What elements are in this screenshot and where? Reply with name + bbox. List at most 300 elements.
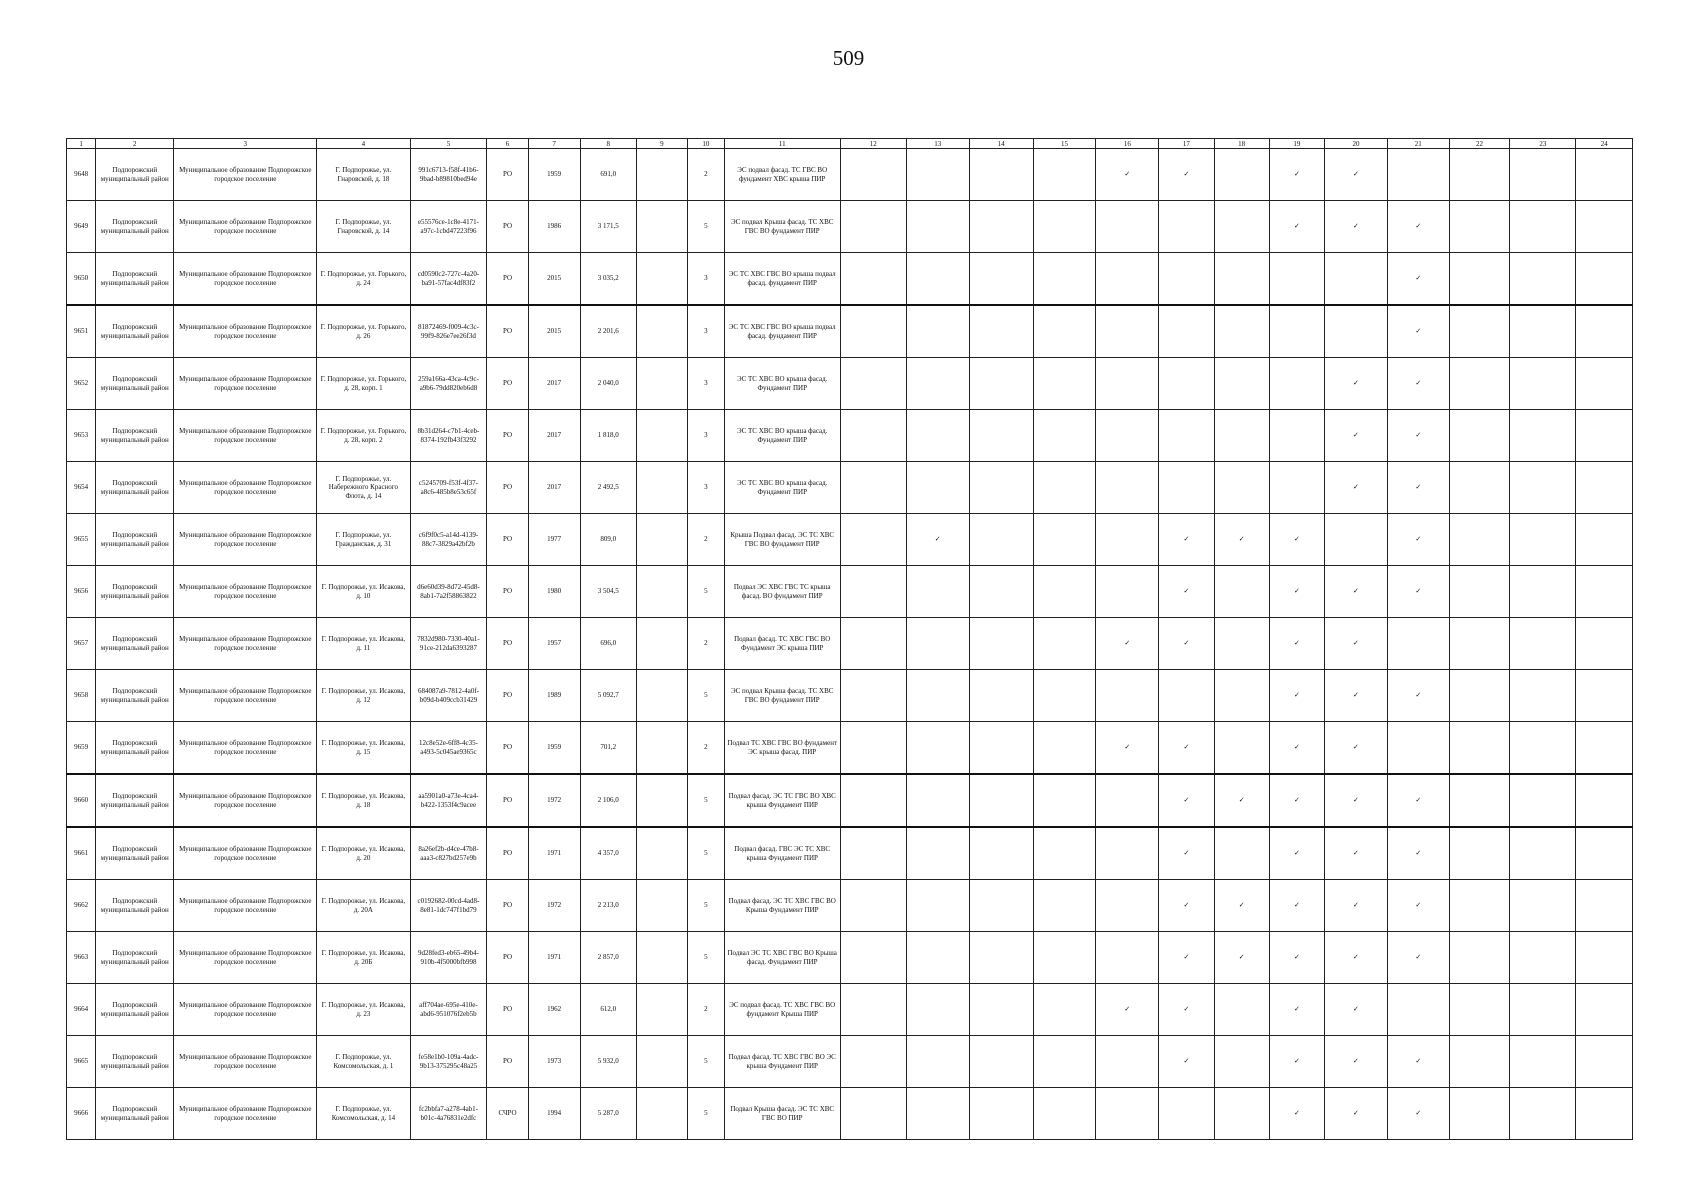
empty-cell [840,984,906,1036]
check-mark-icon: ✓ [1325,1088,1388,1140]
house-id-cell: e55576ce-1c8e-4171-a97c-1cbd47223f96 [410,201,487,253]
house-id-cell: 8b31d264-c7b1-4ceb-8374-192fb43f3292 [410,410,487,462]
empty-cell [1576,201,1633,253]
table-row [67,514,1633,566]
empty-cell [1096,774,1159,827]
check-mark-icon: ✓ [1387,932,1449,984]
empty-cell [1387,984,1449,1036]
empty-cell [969,566,1033,618]
data-table [66,138,1633,1140]
table-row [67,566,1633,618]
column-header: 20 [1325,139,1388,149]
works-cell: ЭС ТС ХВС ВО крыша фасад. Фундамент ПИР [724,358,840,410]
table-row [67,932,1633,984]
municipality-cell: Муниципальное образование Подпорожское городское поселение [174,774,317,827]
column-header: 16 [1096,139,1159,149]
empty-cell [969,774,1033,827]
fund-form-cell: РО [487,1036,528,1088]
column-header: 18 [1214,139,1269,149]
empty-cell [1449,984,1510,1036]
empty-cell [1096,932,1159,984]
house-id-cell: aa5901a0-a73e-4ca4-b422-1353f4c9acee [410,774,487,827]
municipality-cell: Муниципальное образование Подпорожское городское поселение [174,1036,317,1088]
check-mark-icon: ✓ [1387,670,1449,722]
area-cell: 701,2 [580,722,636,775]
empty-cell [1269,253,1324,306]
district-cell: Подпорожский муниципальный район [96,932,174,984]
empty-cell [906,932,969,984]
column-9-cell [636,462,687,514]
check-mark-icon: ✓ [1269,774,1324,827]
empty-cell [1325,253,1388,306]
empty-cell [1096,253,1159,306]
empty-cell [1449,305,1510,358]
area-cell: 5 092,7 [580,670,636,722]
area-cell: 2 857,0 [580,932,636,984]
empty-cell [1096,827,1159,880]
empty-cell [906,670,969,722]
check-mark-icon: ✓ [1269,1088,1324,1140]
column-9-cell [636,253,687,306]
empty-cell [1325,514,1388,566]
district-cell: Подпорожский муниципальный район [96,774,174,827]
check-mark-icon: ✓ [1325,1036,1388,1088]
check-mark-icon: ✓ [1269,201,1324,253]
row-number: 9650 [67,253,96,306]
column-header: 22 [1449,139,1510,149]
column-header: 23 [1510,139,1576,149]
fund-form-cell: РО [487,149,528,201]
check-mark-icon: ✓ [1387,566,1449,618]
fund-form-cell: РО [487,880,528,932]
column-header: 19 [1269,139,1324,149]
row-number: 9664 [67,984,96,1036]
address-cell: Г. Подпорожье, ул. Горького, д. 28, корп. 1 [317,358,410,410]
table-row [67,722,1633,775]
empty-cell [1449,514,1510,566]
empty-cell [1214,670,1269,722]
empty-cell [1510,566,1576,618]
row-number: 9654 [67,462,96,514]
house-id-cell: d6e60d39-8d72-45d8-8ab1-7a2f58863822 [410,566,487,618]
check-mark-icon: ✓ [1159,1036,1214,1088]
empty-cell [1033,149,1096,201]
column-9-cell [636,880,687,932]
works-cell: ЭС ТС ХВС ГВС ВО крыша подвал фасад. фундамент ПИР [724,305,840,358]
floors-cell: 3 [687,253,724,306]
build-year-cell: 1973 [528,1036,580,1088]
empty-cell [1449,253,1510,306]
build-year-cell: 1994 [528,1088,580,1140]
empty-cell [969,618,1033,670]
check-mark-icon: ✓ [1096,984,1159,1036]
check-mark-icon: ✓ [1325,566,1388,618]
table-row [67,880,1633,932]
empty-cell [1449,722,1510,775]
house-id-cell: fc2bbfa7-a278-4ab1-b01c-4a76831e2dfc [410,1088,487,1140]
check-mark-icon: ✓ [1096,149,1159,201]
empty-cell [1510,149,1576,201]
empty-cell [969,358,1033,410]
empty-cell [1387,149,1449,201]
area-cell: 2 106,0 [580,774,636,827]
empty-cell [1159,358,1214,410]
check-mark-icon: ✓ [1325,462,1388,514]
floors-cell: 5 [687,566,724,618]
floors-cell: 3 [687,358,724,410]
empty-cell [1576,1036,1633,1088]
municipality-cell: Муниципальное образование Подпорожское городское поселение [174,201,317,253]
empty-cell [906,149,969,201]
check-mark-icon: ✓ [1325,149,1388,201]
empty-cell [1576,984,1633,1036]
empty-cell [1510,410,1576,462]
municipality-cell: Муниципальное образование Подпорожское городское поселение [174,410,317,462]
fund-form-cell: РО [487,774,528,827]
column-9-cell [636,201,687,253]
empty-cell [1033,410,1096,462]
empty-cell [969,1088,1033,1140]
empty-cell [1096,670,1159,722]
area-cell: 1 818,0 [580,410,636,462]
build-year-cell: 2017 [528,410,580,462]
check-mark-icon: ✓ [1159,722,1214,775]
build-year-cell: 1980 [528,566,580,618]
address-cell: Г. Подпорожье, ул. Исакова, д. 12 [317,670,410,722]
row-number: 9656 [67,566,96,618]
check-mark-icon: ✓ [1159,774,1214,827]
empty-cell [1033,305,1096,358]
empty-cell [1033,514,1096,566]
empty-cell [1096,1036,1159,1088]
empty-cell [1576,670,1633,722]
check-mark-icon: ✓ [1159,984,1214,1036]
house-id-cell: aff704ae-695e-410e-abd6-951076f2eb5b [410,984,487,1036]
empty-cell [906,827,969,880]
check-mark-icon: ✓ [1269,149,1324,201]
municipality-cell: Муниципальное образование Подпорожское городское поселение [174,462,317,514]
page-number: 509 [832,46,865,70]
address-cell: Г. Подпорожье, ул. Гнаровской, д. 14 [317,201,410,253]
municipality-cell: Муниципальное образование Подпорожское городское поселение [174,618,317,670]
works-cell: Подвал фасад. ГВС ЭС ТС ХВС крыша Фундамент ПИР [724,827,840,880]
address-cell: Г. Подпорожье, ул. Исакова, д. 11 [317,618,410,670]
empty-cell [1510,722,1576,775]
column-header: 17 [1159,139,1214,149]
empty-cell [1325,305,1388,358]
empty-cell [1033,932,1096,984]
area-cell: 4 357,0 [580,827,636,880]
floors-cell: 3 [687,410,724,462]
empty-cell [1214,984,1269,1036]
empty-cell [840,305,906,358]
empty-cell [1269,410,1324,462]
table-row [67,358,1633,410]
house-id-cell: 12c8e52e-6ff8-4c35-a493-5c045ae9365c [410,722,487,775]
row-number: 9653 [67,410,96,462]
empty-cell [1033,827,1096,880]
empty-cell [840,670,906,722]
house-id-cell: 81872469-f009-4c3c-99f9-826e7ee26f3d [410,305,487,358]
column-9-cell [636,1088,687,1140]
area-cell: 3 504,5 [580,566,636,618]
area-cell: 3 035,2 [580,253,636,306]
check-mark-icon: ✓ [1214,774,1269,827]
check-mark-icon: ✓ [1325,201,1388,253]
build-year-cell: 1959 [528,722,580,775]
empty-cell [1033,462,1096,514]
empty-cell [1510,253,1576,306]
floors-cell: 2 [687,722,724,775]
address-cell: Г. Подпорожье, ул. Исакова, д. 23 [317,984,410,1036]
empty-cell [1449,827,1510,880]
empty-cell [1576,358,1633,410]
empty-cell [1576,149,1633,201]
check-mark-icon: ✓ [1387,410,1449,462]
check-mark-icon: ✓ [1159,827,1214,880]
empty-cell [1449,932,1510,984]
house-id-cell: c0192682-00cd-4ad8-8e81-1dc747f1bd79 [410,880,487,932]
empty-cell [1214,566,1269,618]
works-cell: ЭС ТС ХВС ГВС ВО крыша подвал фасад. фундамент ПИР [724,253,840,306]
empty-cell [1214,149,1269,201]
empty-cell [1576,253,1633,306]
empty-cell [1576,774,1633,827]
empty-cell [1214,462,1269,514]
column-header: 10 [687,139,724,149]
fund-form-cell: РО [487,305,528,358]
row-number: 9661 [67,827,96,880]
empty-cell [1449,566,1510,618]
empty-cell [1096,514,1159,566]
empty-cell [1096,358,1159,410]
empty-cell [906,984,969,1036]
empty-cell [840,827,906,880]
empty-cell [1214,201,1269,253]
works-cell: Подвал Крыша фасад. ЭС ТС ХВС ГВС ВО ПИР [724,1088,840,1140]
municipality-cell: Муниципальное образование Подпорожское городское поселение [174,149,317,201]
empty-cell [969,462,1033,514]
municipality-cell: Муниципальное образование Подпорожское городское поселение [174,358,317,410]
fund-form-cell: РО [487,932,528,984]
build-year-cell: 2015 [528,253,580,306]
empty-cell [969,201,1033,253]
check-mark-icon: ✓ [1325,670,1388,722]
check-mark-icon: ✓ [1096,722,1159,775]
address-cell: Г. Подпорожье, ул. Горького, д. 28, корп. 2 [317,410,410,462]
table-body [67,149,1633,1140]
floors-cell: 5 [687,827,724,880]
check-mark-icon: ✓ [1269,827,1324,880]
build-year-cell: 1986 [528,201,580,253]
check-mark-icon: ✓ [1269,722,1324,775]
floors-cell: 5 [687,670,724,722]
row-number: 9663 [67,932,96,984]
check-mark-icon: ✓ [1325,880,1388,932]
check-mark-icon: ✓ [1387,1088,1449,1140]
column-header: 4 [317,139,410,149]
column-header: 9 [636,139,687,149]
empty-cell [1387,618,1449,670]
row-number: 9665 [67,1036,96,1088]
check-mark-icon: ✓ [1325,827,1388,880]
works-cell: ЭС ТС ХВС ВО крыша фасад. Фундамент ПИР [724,462,840,514]
empty-cell [1510,1088,1576,1140]
check-mark-icon: ✓ [1214,514,1269,566]
empty-cell [1096,305,1159,358]
build-year-cell: 1972 [528,880,580,932]
empty-cell [1449,880,1510,932]
empty-cell [1510,618,1576,670]
build-year-cell: 1957 [528,618,580,670]
fund-form-cell: РО [487,827,528,880]
address-cell: Г. Подпорожье, ул. Гнаровской, д. 18 [317,149,410,201]
municipality-cell: Муниципальное образование Подпорожское городское поселение [174,566,317,618]
empty-cell [840,566,906,618]
column-9-cell [636,722,687,775]
area-cell: 5 932,0 [580,1036,636,1088]
empty-cell [1510,880,1576,932]
area-cell: 612,0 [580,984,636,1036]
check-mark-icon: ✓ [1325,722,1388,775]
row-number: 9651 [67,305,96,358]
address-cell: Г. Подпорожье, ул. Исакова, д. 10 [317,566,410,618]
empty-cell [1159,410,1214,462]
empty-cell [1033,358,1096,410]
empty-cell [840,410,906,462]
works-cell: Подвал ТС ХВС ГВС ВО фундамент ЭС крыша фасад. ПИР [724,722,840,775]
column-header: 13 [906,139,969,149]
empty-cell [1096,410,1159,462]
table-row [67,201,1633,253]
house-id-cell: 991c6713-f58f-41b6-9bad-b89810bed94e [410,149,487,201]
district-cell: Подпорожский муниципальный район [96,514,174,566]
row-number: 9655 [67,514,96,566]
table-row [67,774,1633,827]
area-cell: 2 201,6 [580,305,636,358]
check-mark-icon: ✓ [1269,514,1324,566]
empty-cell [1576,305,1633,358]
empty-cell [1214,1036,1269,1088]
column-header: 12 [840,139,906,149]
check-mark-icon: ✓ [1325,618,1388,670]
fund-form-cell: РО [487,984,528,1036]
column-header: 8 [580,139,636,149]
empty-cell [1033,984,1096,1036]
check-mark-icon: ✓ [1325,774,1388,827]
empty-cell [1269,305,1324,358]
table-row [67,618,1633,670]
empty-cell [1214,410,1269,462]
check-mark-icon: ✓ [1387,827,1449,880]
works-cell: ЭС подвал Крыша фасад. ТС ХВС ГВС ВО фундамент ПИР [724,670,840,722]
empty-cell [840,462,906,514]
empty-cell [1033,1088,1096,1140]
empty-cell [840,618,906,670]
municipality-cell: Муниципальное образование Подпорожское городское поселение [174,670,317,722]
address-cell: Г. Подпорожье, ул. Исакова, д. 20 [317,827,410,880]
empty-cell [840,358,906,410]
floors-cell: 5 [687,774,724,827]
municipality-cell: Муниципальное образование Подпорожское городское поселение [174,1088,317,1140]
floors-cell: 5 [687,201,724,253]
address-cell: Г. Подпорожье, ул. Исакова, д. 18 [317,774,410,827]
municipality-cell: Муниципальное образование Подпорожское городское поселение [174,984,317,1036]
empty-cell [840,932,906,984]
empty-cell [969,514,1033,566]
works-cell: Подвал ЭС ТС ХВС ГВС ВО Крыша фасад. Фундамент ПИР [724,932,840,984]
address-cell: Г. Подпорожье, ул. Набережного Красного Флота, д. 14 [317,462,410,514]
check-mark-icon: ✓ [1159,932,1214,984]
municipality-cell: Муниципальное образование Подпорожское городское поселение [174,722,317,775]
empty-cell [1510,774,1576,827]
address-cell: Г. Подпорожье, ул. Комсомольская, д. 14 [317,1088,410,1140]
column-header: 21 [1387,139,1449,149]
empty-cell [840,1036,906,1088]
row-number: 9652 [67,358,96,410]
column-9-cell [636,358,687,410]
fund-form-cell: РО [487,201,528,253]
empty-cell [1033,722,1096,775]
area-cell: 2 040,0 [580,358,636,410]
address-cell: Г. Подпорожье, ул. Гражданская, д. 31 [317,514,410,566]
check-mark-icon: ✓ [1387,305,1449,358]
works-cell: Подвал фасад. ТС ХВС ГВС ВО Фундамент ЭС крыша ПИР [724,618,840,670]
check-mark-icon: ✓ [1159,514,1214,566]
empty-cell [1269,358,1324,410]
check-mark-icon: ✓ [1269,932,1324,984]
district-cell: Подпорожский муниципальный район [96,1036,174,1088]
empty-cell [1159,462,1214,514]
fund-form-cell: РО [487,358,528,410]
empty-cell [1510,358,1576,410]
table-row [67,1088,1633,1140]
fund-form-cell: РО [487,410,528,462]
empty-cell [969,670,1033,722]
empty-cell [969,722,1033,775]
table-row [67,1036,1633,1088]
empty-cell [969,253,1033,306]
build-year-cell: 1959 [528,149,580,201]
district-cell: Подпорожский муниципальный район [96,305,174,358]
district-cell: Подпорожский муниципальный район [96,566,174,618]
municipality-cell: Муниципальное образование Подпорожское городское поселение [174,514,317,566]
empty-cell [1510,984,1576,1036]
check-mark-icon: ✓ [1269,984,1324,1036]
column-header: 11 [724,139,840,149]
fund-form-cell: РО [487,566,528,618]
empty-cell [969,827,1033,880]
empty-cell [1510,827,1576,880]
row-number: 9659 [67,722,96,775]
district-cell: Подпорожский муниципальный район [96,880,174,932]
empty-cell [1214,1088,1269,1140]
empty-cell [1214,253,1269,306]
address-cell: Г. Подпорожье, ул. Горького, д. 24 [317,253,410,306]
column-header: 7 [528,139,580,149]
column-header: 1 [67,139,96,149]
build-year-cell: 1972 [528,774,580,827]
empty-cell [1576,880,1633,932]
empty-cell [1214,305,1269,358]
empty-cell [1449,462,1510,514]
table-row [67,253,1633,306]
area-cell: 696,0 [580,618,636,670]
check-mark-icon: ✓ [1269,1036,1324,1088]
district-cell: Подпорожский муниципальный район [96,670,174,722]
empty-cell [1576,410,1633,462]
empty-cell [840,774,906,827]
